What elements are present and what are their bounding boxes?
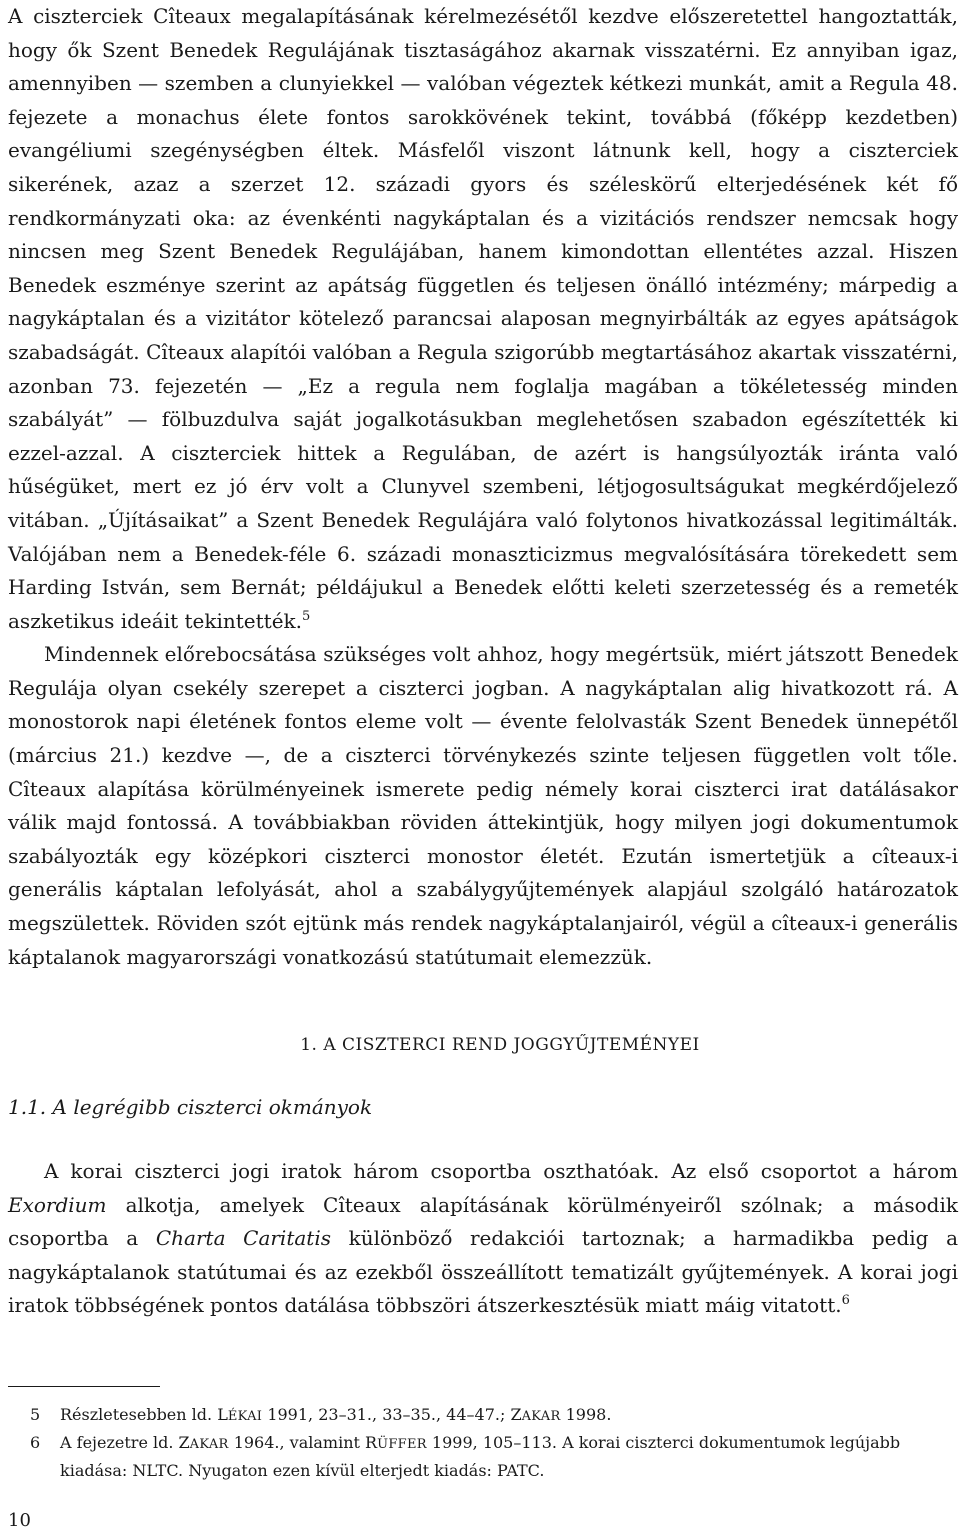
section-paragraph-text: A korai ciszterci jogi iratok három csoportba oszthatóak. Az első csoportot a három [44,1159,958,1183]
footnote-ref-6[interactable]: 6 [841,1293,850,1309]
section-heading: 1. A CISZTERCI REND JOGGYŰJTEMÉNYEI [300,1035,700,1055]
main-text [8,0,958,974]
footnote-number: 5 [30,1405,41,1424]
paragraph-2: Mindennek előrebocsátása szükséges volt ahhoz, hogy megértsük, miért játszott Benedek Regulája olyan csekély szerepet a ciszterci jogban. A nagykáptalan alig hivatkozott rá. A monostorok napi életének fontos eleme volt — évente felolvasták Szent Benedek ünnepétől (március 21.) kezdve —, de a ciszterci törvénykezés szinte teljesen független volt tőle. Cîteaux alapítása körülményeinek ismerete pedig némely korai ciszterci irat datálásakor válik majd fontossá. A továbbiakban röviden áttekintjük, hogy milyen jogi dokumentumok szabályozták egy középkori ciszterci monostor életét. Ezután ismertetjük a cîteaux-i generális káptalan lefolyását, ahol a szabálygyűjtemények alapjául szolgáló határozatok megszülettek. Röviden szót ejtünk más rendek nagykáptalanjairól, végül a cîteaux-i generális káptalanok magyarországi vonatkozású statútumait elemezzük. [8,642,958,969]
italic-title-charta: Charta Caritatis [155,1226,331,1251]
paragraph-1 [8,0,958,638]
section-text [8,1155,958,1323]
footnote-text: Részletesebben ld. LÉKAI 1991, 23–31., 33–35., 44–47.; ZAKAR 1998. [60,1405,612,1424]
footnote-divider [8,1386,160,1387]
footnote-text: A fejezetre ld. ZAKAR 1964., valamint RÜFFER 1999, 105–113. A korai ciszterci dokumentumok legújabb kiadása: NLTC. Nyugaton ezen kívül elterjedt kiadás: PATC. [60,1433,901,1480]
section-paragraph [8,1155,958,1323]
section-paragraph-text: alkotja, amelyek Cîteaux alapításának körülményeiről szólnak; a második csoportba a [8,1192,958,1251]
footnote-ref-5[interactable]: 5 [302,608,311,624]
italic-title-exordium: Exordium [8,1192,107,1217]
paragraph-1-text: A ciszterciek Cîteaux megalapításának kérelmezésétől kezdve előszeretettel hangoztatták, hogy ők Szent Benedek Regulájának tisztaságához akarnak visszatérni. Ez annyiban igaz, amennyiben — szemben a clunyiekkel — valóban végeztek kétkezi munkát, amit a Regula 48. fejezete a monachus élete fontos sarokkövének tekint, továbbá (főképp kezdetben) evangéliumi szegénységben éltek. Másfelől viszont látnunk kell, hogy a ciszterciek sikerének, azaz a szerzet 12. századi gyors és széleskörű elterjedésének két fő rendkormányzati oka: az évenkénti nagykáptalan és a vizitációs rendszer nemcsak hogy nincsen meg Szent Benedek Regulájában, hanem kimondottan ellentétes azzal. Hiszen Benedek eszménye szerint az apátság független és teljesen önálló intézmény; márpedig a nagykáptalan és a vizitátor kötelező parancsai alaposan megnyirbálták az egyes apátságok szabadságát. Cîteaux alapítói valóban a Regula szigorúbb megtartásához akartak visszatérni, azonban 73. fejezetén — „Ez a regula nem foglalja magában a tökéletesség minden szabályát” — fölbuzdulva saját jogalkotásukban meglehetősen szabadon egészítették ki ezzel-azzal. A ciszterciek hittek a Regulában, de azért is hangsúlyozták iránta való hűségüket, mert ez jó érv volt a Clunyvel szembeni, létjogosultságukat megkérdőjelező vitában. „Újításaikat” a Szent Benedek Regulájára való folytonos hivatkozással legitimálták. Valójában nem a Benedek-féle 6. századi monaszticizmus megvalósítására törekedett sem Harding István, sem Bernát; példájukul a Benedek előtti keleti szerzetesség és a remeték aszketikus ideáit tekintették. [8,4,958,633]
footnote-5 [8,1402,958,1430]
section-paragraph-text: különböző redakciói tartoznak; a harmadikba pedig a nagykáptalanok statútumai és az ezekből összeállított tematizált gyűjtemények. A korai jogi iratok többségének pontos datálása többszöri átszerkesztésük miatt máig vitatott. [8,1226,959,1318]
subsection-heading: 1.1. A legrégibb ciszterci okmányok [8,1095,373,1119]
footnotes [8,1402,958,1484]
footnote-number: 6 [30,1433,41,1452]
page-number: 10 [8,1510,31,1531]
footnote-6 [8,1430,958,1484]
